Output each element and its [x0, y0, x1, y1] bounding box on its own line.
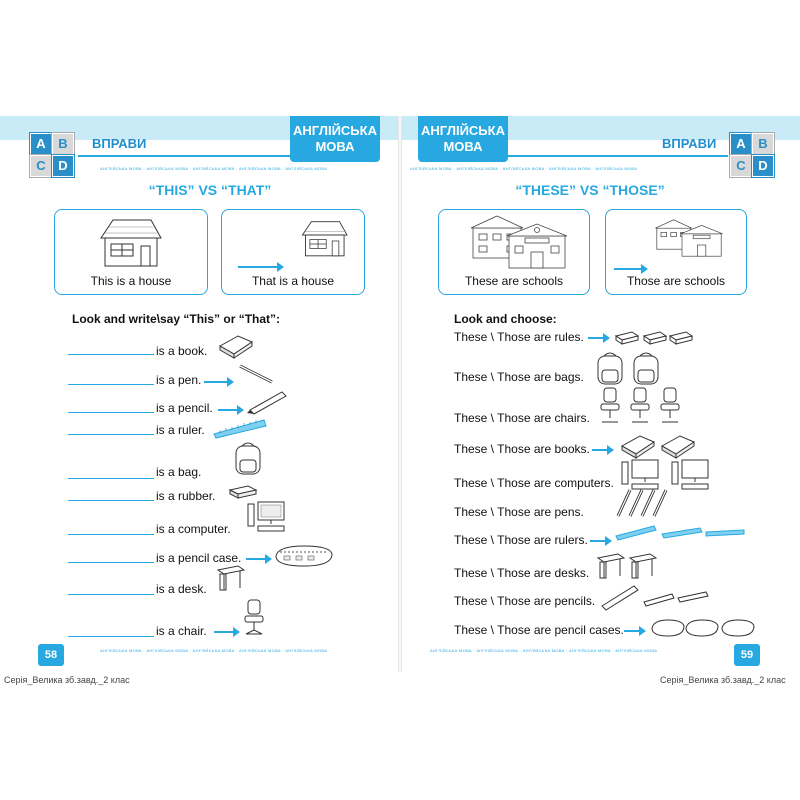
answer-blank[interactable]	[68, 354, 154, 355]
answer-blank[interactable]	[68, 594, 154, 595]
pointer-arrow	[592, 449, 608, 451]
answer-blank[interactable]	[68, 478, 154, 479]
bag-icon	[594, 350, 666, 388]
header-rule	[78, 155, 292, 157]
pointer-arrow	[238, 266, 278, 268]
pencil-icon	[246, 388, 290, 414]
header-label: ВПРАВИ	[662, 136, 717, 151]
page-number: 59	[734, 644, 760, 666]
answer-blank[interactable]	[68, 412, 154, 413]
computer-icon	[620, 458, 712, 492]
exercise-phrase: These \ Those are pens.	[454, 505, 584, 519]
answer-blank[interactable]	[68, 500, 154, 501]
pointer-arrow	[218, 409, 238, 411]
exercise-instruction: Look and choose:	[454, 312, 557, 326]
desk-icon	[216, 562, 246, 592]
exercise-phrase: is a rubber.	[156, 489, 216, 503]
tab-line: МОВА	[443, 139, 483, 154]
page-title: “THIS” VS “THAT”	[148, 182, 272, 198]
subject-strip: АНГЛІЙСЬКА МОВА · АНГЛІЙСЬКА МОВА · АНГЛІЙСЬКА МОВА · АНГЛІЙСЬКА МОВА · АНГЛІЙСЬКА МОВА	[430, 648, 658, 653]
exercise-phrase: These \ Those are desks.	[454, 566, 590, 580]
tab-line: АНГЛІЙСЬКА	[421, 123, 505, 138]
card-caption: Those are schools	[626, 274, 726, 288]
pointer-arrow	[588, 337, 604, 339]
computer-icon	[246, 500, 286, 534]
abc-block-b: B	[752, 133, 774, 155]
exercise-phrase: is a pencil.	[156, 401, 213, 415]
page-number: 58	[38, 644, 64, 666]
card-caption: These are schools	[464, 274, 564, 288]
abc-block-c: C	[730, 155, 752, 177]
house-icon	[298, 218, 350, 258]
card-caption: That is a house	[251, 274, 335, 288]
house-icon	[95, 216, 165, 268]
example-card	[438, 209, 590, 295]
pointer-arrow	[614, 268, 642, 270]
answer-blank[interactable]	[68, 434, 154, 435]
example-card	[221, 209, 365, 295]
pen-icon	[614, 488, 670, 518]
rubber-icon	[228, 484, 258, 500]
abc-block-c: C	[30, 155, 52, 177]
header-label: ВПРАВИ	[92, 136, 147, 151]
abc-block-d: D	[752, 155, 774, 177]
abc-block-a: A	[30, 133, 52, 155]
pointer-arrow	[214, 631, 234, 633]
abc-block-d: D	[52, 155, 74, 177]
answer-blank[interactable]	[68, 562, 154, 563]
example-card	[605, 209, 747, 295]
card-caption: This is a house	[90, 274, 172, 288]
subject-strip: АНГЛІЙСЬКА МОВА · АНГЛІЙСЬКА МОВА · АНГЛІЙСЬКА МОВА · АНГЛІЙСЬКА МОВА · АНГЛІЙСЬКА МОВА	[100, 648, 328, 653]
exercise-phrase: is a book.	[156, 344, 208, 358]
school-icon	[469, 214, 569, 270]
book-gutter	[398, 116, 402, 672]
exercise-phrase: These \ Those are pencils.	[454, 594, 596, 608]
pointer-arrow	[246, 558, 266, 560]
subject-tab	[418, 116, 508, 162]
exercise-phrase: These \ Those are pencil cases.	[454, 623, 624, 637]
pointer-arrow	[624, 630, 640, 632]
book-icon	[218, 332, 254, 358]
chair-icon	[240, 598, 268, 638]
rubber-icon	[614, 330, 694, 346]
footer-note: Серія_Велика зб.завд._2 клас	[660, 675, 786, 685]
exercise-phrase: These \ Those are bags.	[454, 370, 584, 384]
answer-blank[interactable]	[68, 636, 154, 637]
pointer-arrow	[204, 381, 228, 383]
pointer-arrow	[590, 540, 606, 542]
answer-blank[interactable]	[68, 534, 154, 535]
exercise-phrase: These \ Those are books.	[454, 442, 590, 456]
pencil-case-icon	[272, 540, 336, 570]
ruler-icon	[614, 522, 746, 544]
subject-strip: АНГЛІЙСЬКА МОВА · АНГЛІЙСЬКА МОВА · АНГЛІЙСЬКА МОВА · АНГЛІЙСЬКА МОВА · АНГЛІЙСЬКА МОВА	[410, 166, 638, 171]
ruler-icon	[212, 418, 268, 438]
pen-icon	[236, 362, 276, 386]
exercise-phrase: These \ Those are computers.	[454, 476, 614, 490]
answer-blank[interactable]	[68, 384, 154, 385]
footer-note: Серія_Велика зб.завд._2 клас	[4, 675, 130, 685]
school-icon	[654, 218, 724, 258]
exercise-phrase: is a bag.	[156, 465, 202, 479]
exercise-instruction: Look and write\say “This” or “That”:	[72, 312, 281, 326]
exercise-phrase: is a desk.	[156, 582, 207, 596]
tab-line: АНГЛІЙСЬКА	[293, 123, 377, 138]
subject-strip: АНГЛІЙСЬКА МОВА · АНГЛІЙСЬКА МОВА · АНГЛІЙСЬКА МОВА · АНГЛІЙСЬКА МОВА · АНГЛІЙСЬКА МОВА	[100, 166, 328, 171]
exercise-phrase: is a pen.	[156, 373, 202, 387]
pencil-icon	[600, 582, 710, 610]
abc-block-b: B	[52, 133, 74, 155]
exercise-phrase: These \ Those are rulers.	[454, 533, 588, 547]
header-rule	[508, 155, 728, 157]
exercise-phrase: These \ Those are rules.	[454, 330, 584, 344]
page-title: “THESE” VS “THOSE”	[515, 182, 665, 198]
desk-icon	[596, 550, 660, 580]
exercise-phrase: is a chair.	[156, 624, 207, 638]
exercise-phrase: is a ruler.	[156, 423, 205, 437]
pencil-case-icon	[650, 614, 758, 640]
abc-block-a: A	[730, 133, 752, 155]
exercise-phrase: is a computer.	[156, 522, 231, 536]
exercise-phrase: These \ Those are chairs.	[454, 411, 590, 425]
bag-icon	[230, 440, 266, 478]
tab-line: МОВА	[315, 139, 355, 154]
subject-tab	[290, 116, 380, 162]
book-icon	[620, 432, 700, 458]
exercise-phrase: is a pencil case.	[156, 551, 242, 565]
example-card	[54, 209, 208, 295]
chair-icon	[596, 386, 688, 426]
